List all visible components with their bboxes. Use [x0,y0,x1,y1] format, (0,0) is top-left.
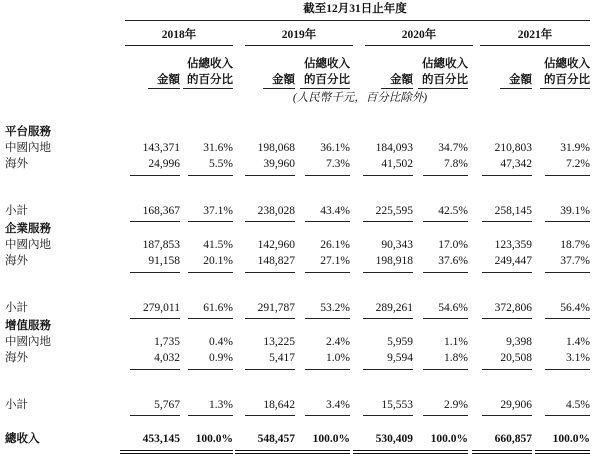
table-cell: 210,803 [494,142,532,154]
table-cell: 91,158 [148,255,180,267]
subtotal-cell: 289,261 [375,302,413,314]
period-header: 截至12月31日止年度 [303,3,407,15]
year-header-2018: 2018年 [161,29,197,41]
table-cell: 198,068 [257,142,295,154]
table-cell: 7.3% [326,158,350,170]
subtotal-cell: 18,642 [263,399,295,411]
total-double-rule [413,450,468,454]
sum-rule [188,272,233,273]
table-cell: 41,502 [381,158,413,170]
row-label: 中國內地 [5,336,51,348]
subtotal-cell: 5,767 [154,399,180,411]
subtotal-cell: 2.9% [444,399,468,411]
subtotal-rule [188,415,233,416]
subtotal-cell: 258,145 [494,205,532,217]
col-header-pct-line2: 的百分比 [304,74,350,86]
col-header-rule [263,88,295,89]
subtotal-cell: 61.6% [203,302,233,314]
subtotal-rule [423,318,468,319]
col-header-amount: 金額 [509,74,532,86]
table-cell: 1.4% [566,336,590,348]
col-header-pct-line2: 的百分比 [544,74,590,86]
sum-rule [363,369,413,370]
subtotal-rule [423,221,468,222]
subtotal-rule [245,221,295,222]
table-cell: 24,996 [148,158,180,170]
row-label: 中國內地 [5,142,51,154]
col-header-rule [300,88,350,89]
sum-rule [130,175,180,176]
total-cell: 100.0% [195,433,233,445]
table-cell: 7.2% [566,158,590,170]
sum-rule [423,175,468,176]
table-cell: 47,342 [500,158,532,170]
subtotal-cell: 29,906 [500,399,532,411]
sum-rule [245,175,295,176]
table-cell: 13,225 [263,336,295,348]
section-heading: 平台服務 [5,126,51,138]
subtotal-cell: 1.3% [209,399,233,411]
table-cell: 20,508 [500,352,532,364]
subtotal-cell: 37.1% [203,205,233,217]
sum-rule [423,272,468,273]
table-cell: 198,918 [375,255,413,267]
table-cell: 37.6% [438,255,468,267]
sum-rule [305,175,350,176]
col-header-rule [500,88,532,89]
sum-rule [363,272,413,273]
table-cell: 142,960 [257,239,295,251]
sum-rule [423,369,468,370]
year-header-2019: 2019年 [281,29,317,41]
total-cell: 453,145 [142,433,180,445]
table-cell: 184,093 [375,142,413,154]
year-header-2021: 2021年 [517,29,553,41]
subtotal-rule [130,221,180,222]
subtotal-cell: 42.5% [438,205,468,217]
subtotal-rule [482,318,532,319]
table-cell: 9,398 [506,336,532,348]
subtotal-rule [188,221,233,222]
subtotal-label: 小計 [5,205,28,217]
subtotal-cell: 15,553 [381,399,413,411]
sum-rule [545,272,590,273]
table-cell: 17.0% [438,239,468,251]
year-header-2020: 2020年 [401,29,437,41]
subtotal-cell: 39.1% [560,205,590,217]
sum-rule [245,272,295,273]
subtotal-rule [482,415,532,416]
section-heading: 增值服務 [5,320,51,332]
table-cell: 37.7% [560,255,590,267]
sum-rule [245,369,295,370]
sum-rule [363,175,413,176]
table-cell: 143,371 [142,142,180,154]
subtotal-rule [423,415,468,416]
subtotal-rule [363,415,413,416]
subtotal-rule [482,221,532,222]
col-header-amount: 金額 [157,74,180,86]
total-cell: 100.0% [552,433,590,445]
subtotal-rule [305,221,350,222]
subtotal-cell: 279,011 [143,302,180,314]
table-cell: 39,960 [263,158,295,170]
table-cell: 1.0% [326,352,350,364]
total-cell: 660,857 [494,433,532,445]
table-cell: 1.1% [444,336,468,348]
subtotal-cell: 54.6% [438,302,468,314]
table-cell: 0.4% [209,336,233,348]
subtotal-rule [545,318,590,319]
subtotal-cell: 225,595 [375,205,413,217]
col-header-pct-line2: 的百分比 [187,74,233,86]
subtotal-rule [130,415,180,416]
col-header-amount: 金額 [390,74,413,86]
table-cell: 27.1% [320,255,350,267]
table-cell: 7.8% [444,158,468,170]
table-cell: 187,853 [142,239,180,251]
subtotal-rule [245,415,295,416]
table-cell: 3.1% [566,352,590,364]
total-cell: 530,409 [375,433,413,445]
subtotal-rule [363,221,413,222]
subtotal-rule [305,318,350,319]
subtotal-cell: 291,787 [257,302,295,314]
table-cell: 36.1% [320,142,350,154]
col-header-rule [418,88,468,89]
table-cell: 31.9% [560,142,590,154]
table-cell: 1.8% [444,352,468,364]
total-cell: 548,457 [257,433,295,445]
col-header-amount: 金額 [272,74,295,86]
table-cell: 26.1% [320,239,350,251]
total-double-rule [353,450,413,454]
subtotal-cell: 43.4% [320,205,350,217]
col-header-rule [540,88,590,89]
col-header-pct-line1: 佔總收入 [422,58,468,70]
year-rule-2018 [125,45,233,46]
col-header-pct-line2: 的百分比 [422,74,468,86]
sum-rule [188,369,233,370]
subtotal-rule [545,415,590,416]
row-label: 海外 [5,255,28,267]
subtotal-cell: 53.2% [320,302,350,314]
year-rule-2020 [365,45,473,46]
table-cell: 34.7% [438,142,468,154]
total-label: 總收入 [5,433,40,445]
subtotal-rule [245,318,295,319]
table-cell: 90,343 [381,239,413,251]
sum-rule [188,175,233,176]
total-cell: 100.0% [312,433,350,445]
total-double-rule [535,450,590,454]
table-cell: 249,447 [494,255,532,267]
year-rule-2021 [480,45,590,46]
total-double-rule [295,450,350,454]
table-cell: 20.1% [203,255,233,267]
col-header-pct-line1: 佔總收入 [187,58,233,70]
total-double-rule [178,450,233,454]
year-rule-2019 [245,45,353,46]
table-cell: 5,417 [269,352,295,364]
subtotal-rule [305,415,350,416]
subtotal-cell: 238,028 [257,205,295,217]
subtotal-rule [188,318,233,319]
sum-rule [305,272,350,273]
table-cell: 9,594 [387,352,413,364]
sum-rule [482,272,532,273]
table-cell: 148,827 [257,255,295,267]
sum-rule [482,369,532,370]
table-cell: 0.9% [209,352,233,364]
sum-rule [130,272,180,273]
total-double-rule [120,450,180,454]
col-header-rule [183,88,233,89]
subtotal-cell: 3.4% [326,399,350,411]
table-cell: 5,959 [387,336,413,348]
sum-rule [130,369,180,370]
subtotal-cell: 372,806 [494,302,532,314]
row-label: 海外 [5,158,28,170]
table-cell: 1,735 [154,336,180,348]
period-rule [125,20,590,21]
total-double-rule [235,450,295,454]
section-heading: 企業服務 [5,223,51,235]
col-header-rule [148,88,180,89]
table-cell: 4,032 [154,352,180,364]
table-cell: 18.7% [560,239,590,251]
subtotal-label: 小計 [5,302,28,314]
table-cell: 2.4% [326,336,350,348]
subtotal-rule [545,221,590,222]
subtotal-rule [363,318,413,319]
sum-rule [545,369,590,370]
row-label: 海外 [5,352,28,364]
subtotal-label: 小計 [5,399,28,411]
sum-rule [482,175,532,176]
col-header-pct-line1: 佔總收入 [304,58,350,70]
table-cell: 31.6% [203,142,233,154]
total-cell: 100.0% [430,433,468,445]
sum-rule [305,369,350,370]
sum-rule [545,175,590,176]
subtotal-cell: 56.4% [560,302,590,314]
table-cell: 41.5% [203,239,233,251]
subtotal-cell: 4.5% [566,399,590,411]
col-header-pct-line1: 佔總收入 [544,58,590,70]
unit-note: (人民幣千元，百分比除外) [292,92,428,104]
table-cell: 5.5% [209,158,233,170]
subtotal-cell: 168,367 [142,205,180,217]
table-cell: 123,359 [494,239,532,251]
total-double-rule [472,450,532,454]
subtotal-rule [130,318,180,319]
col-header-rule [381,88,413,89]
row-label: 中國內地 [5,239,51,251]
